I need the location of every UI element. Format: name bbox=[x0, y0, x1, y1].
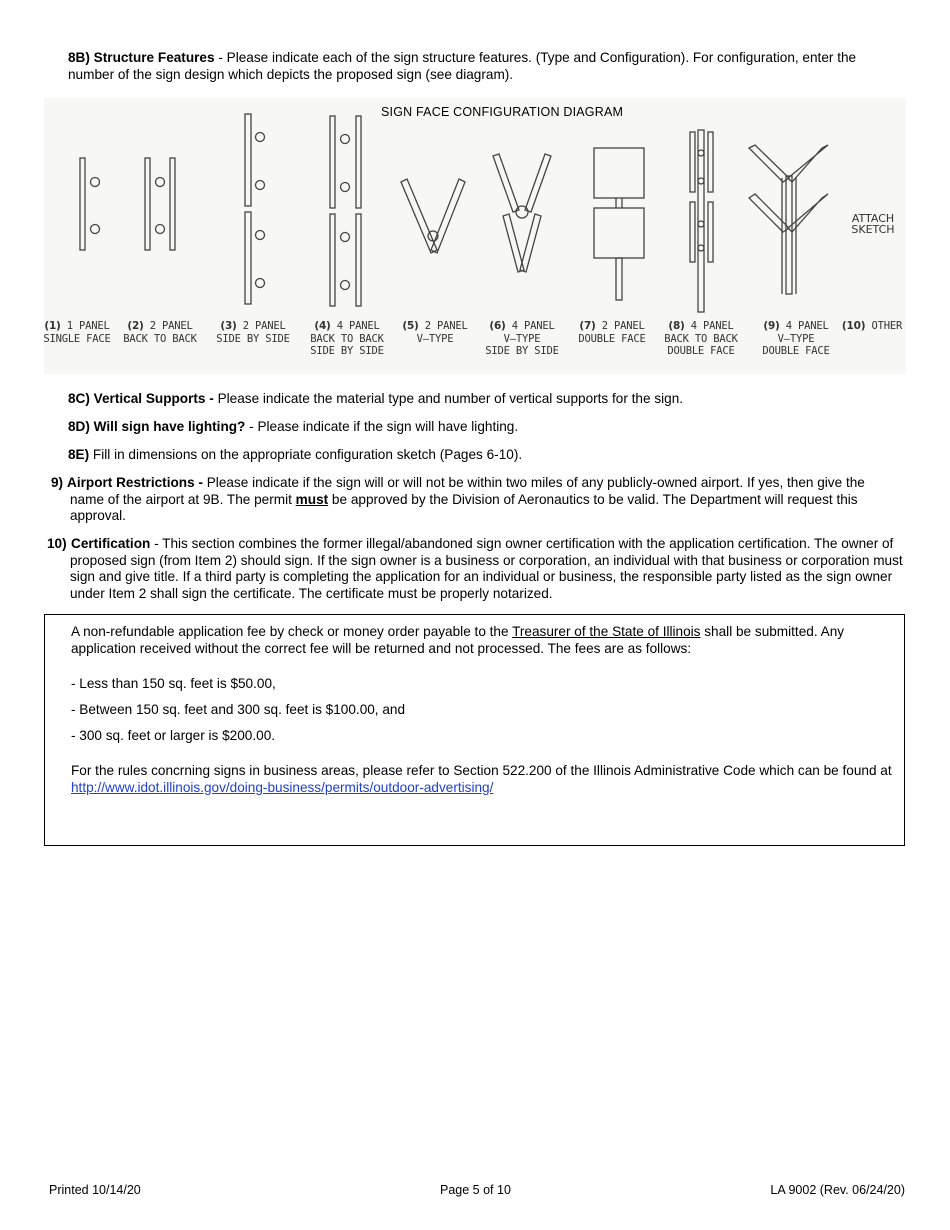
section-8e bbox=[68, 447, 898, 464]
diagram-label-1-line2: SINGLE FACE bbox=[43, 332, 111, 345]
section-8e-label: 8E) bbox=[68, 447, 90, 462]
sign-8-back-to-back-double-face-drawing bbox=[690, 130, 713, 312]
section-8b-label: 8B) Structure Features bbox=[68, 50, 215, 65]
diagram-label-8-line2: BACK TO BACK bbox=[664, 332, 738, 345]
fee-notice-box bbox=[44, 614, 905, 846]
sign-1-single-face-drawing bbox=[80, 158, 100, 250]
diagram-label-2-line1: 2 PANEL bbox=[149, 320, 193, 332]
footer-page-number: Page 5 of 10 bbox=[440, 1183, 511, 1197]
diagram-label-4-line3: SIDE BY SIDE bbox=[310, 345, 384, 357]
sign-6-v-type-side-by-side-drawing bbox=[493, 154, 551, 272]
diagram-label-7-line1: 2 PANEL bbox=[601, 320, 645, 332]
section-9-label: Airport Restrictions - bbox=[67, 475, 203, 490]
fee-item-1: - Less than 150 sq. feet is $50.00, bbox=[71, 676, 276, 691]
diagram-label-7-line2: DOUBLE FACE bbox=[578, 332, 646, 345]
diagram-label-5-line1: 2 PANEL bbox=[424, 320, 468, 332]
fee-payee: Treasurer of the State of Illinois bbox=[512, 624, 701, 639]
diagram-label-10 bbox=[817, 320, 927, 333]
fee-intro-text-2: shall be submitted. Any application received without the correct fee will be returned and not processed. The fees are as follows: bbox=[71, 624, 845, 656]
fee-intro bbox=[71, 624, 903, 657]
diagram-label-3-line2: SIDE BY SIDE bbox=[216, 332, 290, 345]
diagram-label-3-number: (3) bbox=[220, 320, 237, 332]
section-9-text-2: be approved by the Division of Aeronautics to be valid. The Department will request this approval. bbox=[70, 491, 858, 523]
section-8d-label: 8D) Will sign have lighting? bbox=[68, 419, 246, 434]
diagram-label-10-line1: OTHER bbox=[871, 320, 903, 332]
attach-sketch-text-2: SKETCH bbox=[851, 223, 895, 236]
diagram-label-1-line1: 1 PANEL bbox=[66, 320, 110, 332]
section-9 bbox=[67, 475, 902, 525]
rules-reference bbox=[71, 763, 903, 796]
section-8c-label: 8C) Vertical Supports - bbox=[68, 391, 214, 406]
footer-printed-date: Printed 10/14/20 bbox=[49, 1183, 141, 1197]
diagram-title: SIGN FACE CONFIGURATION DIAGRAM bbox=[381, 105, 624, 119]
diagram-label-8-line1: 4 PANEL bbox=[690, 320, 734, 332]
fee-item-3: - 300 sq. feet or larger is $200.00. bbox=[71, 728, 276, 743]
section-8b-text: - Please indicate each of the sign structure features. (Type and Configuration). For configuration, enter the number of the sign design which depicts the proposed sign (see diagram). bbox=[68, 50, 857, 82]
section-9-must: must bbox=[295, 491, 329, 507]
rules-reference-text: For the rules concrning signs in business areas, please refer to Section 522.200 of the Illinois Administrative Code which can be found at bbox=[71, 763, 892, 778]
diagram-label-10-title bbox=[817, 320, 927, 333]
diagram-label-9-number: (9) bbox=[763, 320, 780, 332]
diagram-label-2-line2: BACK TO BACK bbox=[123, 332, 197, 345]
diagram-label-3-line1: 2 PANEL bbox=[242, 320, 286, 332]
diagram-label-9-line1: 4 PANEL bbox=[785, 320, 829, 332]
diagram-label-1-number: (1) bbox=[44, 320, 61, 332]
section-10-text: - This section combines the former illegal/abandoned sign owner certification with the application certification. The owner of proposed sign (from Item 2) should sign. If the sign owner is a business or corporation, an individual with that business or corporation must sign and give title. If a third party is completing the application for an individual or business, the responsible party listed as the sign owner under Item 2 shall sign the certificate. The certificate must be properly notarized. bbox=[70, 536, 903, 601]
diagram-label-9-line2: V–TYPE bbox=[777, 332, 815, 345]
sign-face-configuration-diagram bbox=[44, 98, 906, 374]
section-10-number: 10) bbox=[47, 536, 67, 551]
section-9-number: 9) bbox=[51, 475, 64, 490]
diagram-label-4-number: (4) bbox=[314, 320, 331, 332]
section-8c bbox=[68, 391, 898, 408]
diagram-label-8 bbox=[646, 320, 756, 358]
diagram-label-5-line2: V–TYPE bbox=[416, 332, 454, 345]
diagram-label-4-line2: BACK TO BACK bbox=[310, 332, 384, 345]
diagram-label-6-number: (6) bbox=[489, 320, 506, 332]
fee-intro-text-1: A non-refundable application fee by check or money order payable to the bbox=[71, 624, 513, 639]
sign-4-back-to-back-side-by-side-drawing bbox=[330, 116, 361, 306]
diagram-label-9-line3: DOUBLE FACE bbox=[762, 345, 830, 357]
sign-7-double-face-drawing bbox=[594, 148, 644, 300]
diagram-label-6-line3: SIDE BY SIDE bbox=[485, 345, 559, 357]
section-8d-text: - Please indicate if the sign will have lighting. bbox=[245, 419, 519, 434]
diagram-label-8-number: (8) bbox=[668, 320, 685, 332]
diagram-label-10-number: (10) bbox=[841, 320, 866, 332]
sign-5-v-type-drawing bbox=[401, 179, 465, 253]
diagram-label-6-line2: V–TYPE bbox=[503, 332, 541, 345]
sign-2-back-to-back-drawing bbox=[145, 158, 175, 250]
diagram-label-8-title bbox=[646, 320, 756, 333]
outdoor-advertising-link[interactable]: http://www.idot.illinois.gov/doing-business/permits/outdoor-advertising/ bbox=[71, 779, 494, 795]
diagram-label-6-line1: 4 PANEL bbox=[511, 320, 555, 332]
diagram-label-5-number: (5) bbox=[402, 320, 419, 332]
section-8c-text: Please indicate the material type and number of vertical supports for the sign. bbox=[213, 391, 684, 406]
section-8d bbox=[68, 419, 898, 436]
sign-3-side-by-side-drawing bbox=[245, 114, 265, 304]
fee-item-2: - Between 150 sq. feet and 300 sq. feet is $100.00, and bbox=[71, 702, 406, 717]
diagram-label-4-line1: 4 PANEL bbox=[336, 320, 380, 332]
section-10-label: Certification bbox=[71, 536, 151, 551]
section-10 bbox=[70, 536, 904, 602]
footer-form-number: LA 9002 (Rev. 06/24/20) bbox=[770, 1183, 905, 1197]
diagram-label-2-number: (2) bbox=[127, 320, 144, 332]
sign-9-v-type-double-face-drawing bbox=[749, 145, 828, 294]
section-8e-text: Fill in dimensions on the appropriate configuration sketch (Pages 6-10). bbox=[89, 447, 523, 462]
section-9-text-1: Please indicate if the sign will or will not be within two miles of any publicly-owned airport. If yes, then give the name of the airport at 9B. The permit bbox=[70, 475, 865, 507]
attach-sketch-text-1: ATTACH bbox=[851, 212, 895, 225]
diagram-label-8-line3: DOUBLE FACE bbox=[667, 345, 735, 357]
diagram-label-7-number: (7) bbox=[579, 320, 596, 332]
section-8b bbox=[68, 50, 898, 83]
